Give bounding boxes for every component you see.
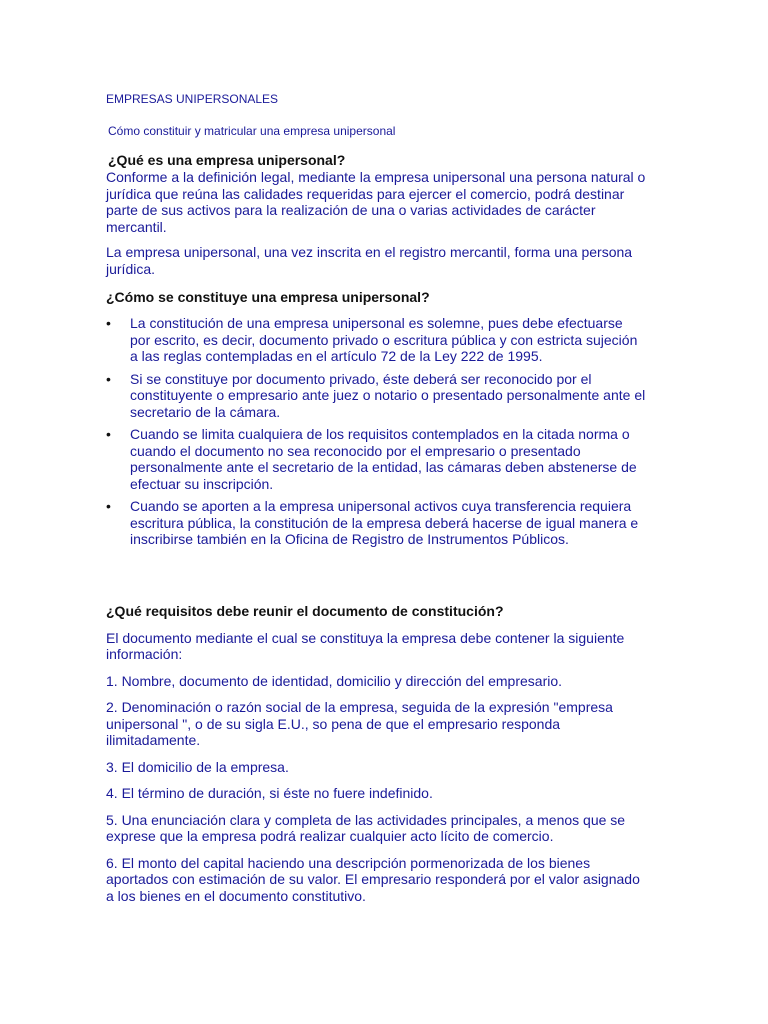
requirement-item: 2. Denominación o razón social de la empresa, seguida de la expresión "empresa unipersonal ", o de su sigla E.U., so pena de que el empresario responda ilimitadamente.: [106, 699, 613, 748]
bullet-list: [106, 315, 646, 548]
bullet-marker: •: [106, 315, 111, 331]
paragraph: Conforme a la definición legal, mediante la empresa unipersonal una persona natural o jurídica que reúna las calidades requeridas para ejercer el comercio, podrá destinar parte de sus activos para la realización de una o varias actividades de carácter mercantil.: [106, 169, 646, 235]
list-item-text: Cuando se limita cualquiera de los requisitos contemplados en la citada norma o cuando el documento no sea reconocido por el empresario o presentado personalmente ante el secretario de la entidad, las cámaras deben abstenerse de efectuar su inscripción.: [130, 426, 637, 492]
list-item-text: Si se constituye por documento privado, éste deberá ser reconocido por el constituyente o empresario ante juez o notario o presentado personalmente ante el secretario de la cámara.: [130, 370, 646, 420]
list-item-text: La constitución de una empresa unipersonal es solemne, pues debe efectuarse por escrito, es decir, documento privado o escritura pública y con estricta sujeción a las reglas contempladas en el artículo 72 de la Ley 222 de 1995.: [130, 315, 638, 364]
section-how-constituted: [106, 289, 646, 548]
requirement-item: 6. El monto del capital haciendo una descripción pormenorizada de los bienes aportados con estimación de su valor. El empresario responderá por el valor asignado a los bienes en el documento constitutivo.: [106, 854, 640, 904]
bullet-marker: •: [106, 426, 111, 442]
section-heading: ¿Qué requisitos debe reunir el documento de constitución?: [106, 602, 504, 619]
requirement-item: 4. El término de duración, si éste no fuere indefinido.: [106, 785, 433, 801]
document-subtitle: Cómo constituir y matricular una empresa unipersonal: [108, 124, 396, 138]
list-item: [106, 426, 646, 492]
list-item: [106, 315, 646, 365]
bullet-marker: •: [106, 370, 111, 387]
requirement-item: 3. El domicilio de la empresa.: [106, 758, 289, 775]
section-heading: ¿Cómo se constituye una empresa unipersonal?: [106, 289, 430, 305]
bullet-marker: •: [106, 498, 111, 514]
list-item-text: Cuando se aporten a la empresa unipersonal activos cuya transferencia requiera escritura pública, la constitución de la empresa deberá hacerse de igual manera e inscribirse también en la Oficina de Registro de Instrumentos Públicos.: [130, 498, 639, 547]
section-heading: ¿Qué es una empresa unipersonal?: [108, 152, 346, 168]
list-item: [106, 498, 646, 548]
document-page: [106, 92, 646, 904]
document-title: EMPRESAS UNIPERSONALES: [106, 92, 279, 106]
paragraph: La empresa unipersonal, una vez inscrita en el registro mercantil, forma una persona jurídica.: [106, 244, 633, 277]
list-item: [106, 371, 646, 421]
blank-space: [106, 554, 646, 603]
requirement-item: 1. Nombre, documento de identidad, domicilio y dirección del empresario.: [106, 672, 563, 689]
paragraph: El documento mediante el cual se constituya la empresa debe contener la siguiente información:: [106, 629, 625, 662]
section-what-is: [106, 152, 646, 277]
requirement-item: 5. Una enunciación clara y completa de las actividades principales, a menos que se exprese que la empresa podrá realizar cualquier acto lícito de comercio.: [106, 811, 626, 844]
section-requirements: [106, 603, 646, 905]
